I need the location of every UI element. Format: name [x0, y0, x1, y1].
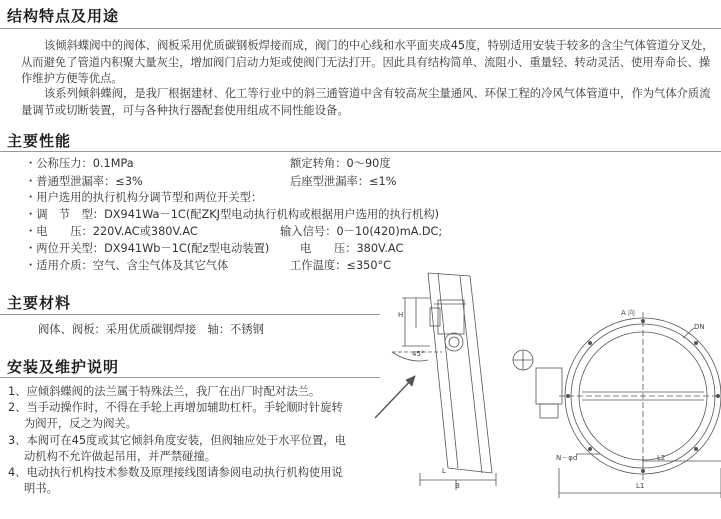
materials-text: 阀体、阀板：采用优质碳钢焊接 轴：不锈钢 [38, 323, 264, 336]
spec-row-left: ・公称压力：0.1MPa [25, 157, 134, 170]
dim-label-A-direction: A 向 [621, 309, 636, 317]
dim-label-H: H [398, 311, 404, 319]
section-divider [0, 314, 380, 315]
valve-technical-drawing [370, 268, 721, 519]
section-divider [0, 151, 721, 152]
dim-label-L1: L1 [636, 482, 645, 490]
spec-row-left: ・电 压：220V.AC或380V.AC [25, 225, 198, 238]
installation-list [8, 384, 353, 497]
dim-label-45: 45° [412, 350, 425, 358]
dim-label-DN: DN [694, 323, 705, 331]
side-view [375, 273, 496, 490]
features-paragraph-1: 该倾斜蝶阀中的阀体、阀板采用优质碳钢板焊接而成，阀门的中心线和水平面夹成45度，特别适用安装于较多的含尘气体管道分叉处，从而避免了管道内积聚大量灰尘，增加阀门启动力矩或使阀门无法打开。因此具有结构简单、流阻小、重量轻、转动灵活、使用寿命长、操作维护方便等优点。 [21, 39, 714, 85]
spec-row-left: ・普通型泄漏率：≤3% [25, 175, 143, 188]
dim-label-B: B [455, 482, 460, 490]
spec-row-right: 额定转角：0～90度 [290, 157, 391, 170]
spec-row-left: ・调 节 型：DX941Wa－1C(配ZKJ型电动执行机构或根据用户选用的执行机构) [25, 208, 440, 221]
section-title-features: 结构特点及用途 [7, 7, 120, 25]
front-view [513, 312, 721, 498]
spec-row-right: 后座型泄漏率：≤1% [290, 175, 397, 188]
spec-row-left: ・适用介质：空气、含尘气体及其它气体 [25, 259, 229, 272]
dim-label-L: L [442, 467, 446, 475]
section-title-performance: 主要性能 [7, 132, 72, 150]
dim-label-L2: L2 [657, 454, 666, 462]
section-divider [0, 28, 721, 29]
installation-item: 1、应倾斜蝶阀的法兰属于特殊法兰，我厂在出厂时配对法兰。 [8, 385, 321, 398]
spec-row-right: 输入信号：0－10(420)mA.DC; [280, 225, 443, 238]
spec-row-right: 工作温度：≤350°C [290, 259, 392, 272]
installation-item: 3、本阀可在45度或其它倾斜角度安装，但阀轴应处于水平位置，电动机构不允许做起吊用，并严禁碰撞。 [8, 433, 346, 463]
spec-row-right: 电 压：380V.AC [300, 242, 404, 255]
installation-item: 2、当手动操作时，不得在手轮上再增加辅助杠杆。手轮顺时针旋转为阀开，反之为阀关。 [8, 401, 343, 431]
installation-item: 4、电动执行机构技术参数及原理接线图请参阅电动执行机构使用说明书。 [8, 466, 343, 496]
section-title-materials: 主要材料 [7, 294, 72, 312]
features-paragraph-2: 该系列倾斜蝶阀，是我厂根据建材、化工等行业中的斜三通管道中含有较高灰尘量通风、环保工程的冷风气体管道中，作为气体介质流量调节或切断装置，可与各种执行器配套使用组成不同性能设备。 [21, 87, 711, 117]
dim-label-N-phi-d: N－φd [556, 454, 578, 462]
section-divider [0, 377, 380, 378]
section-title-installation: 安装及维护说明 [7, 358, 120, 376]
spec-row-left: ・用户选用的执行机构分调节型和两位开关型： [25, 191, 263, 204]
spec-row-left: ・两位开关型：DX941Wb－1C(配z型电动装置) [25, 242, 270, 255]
